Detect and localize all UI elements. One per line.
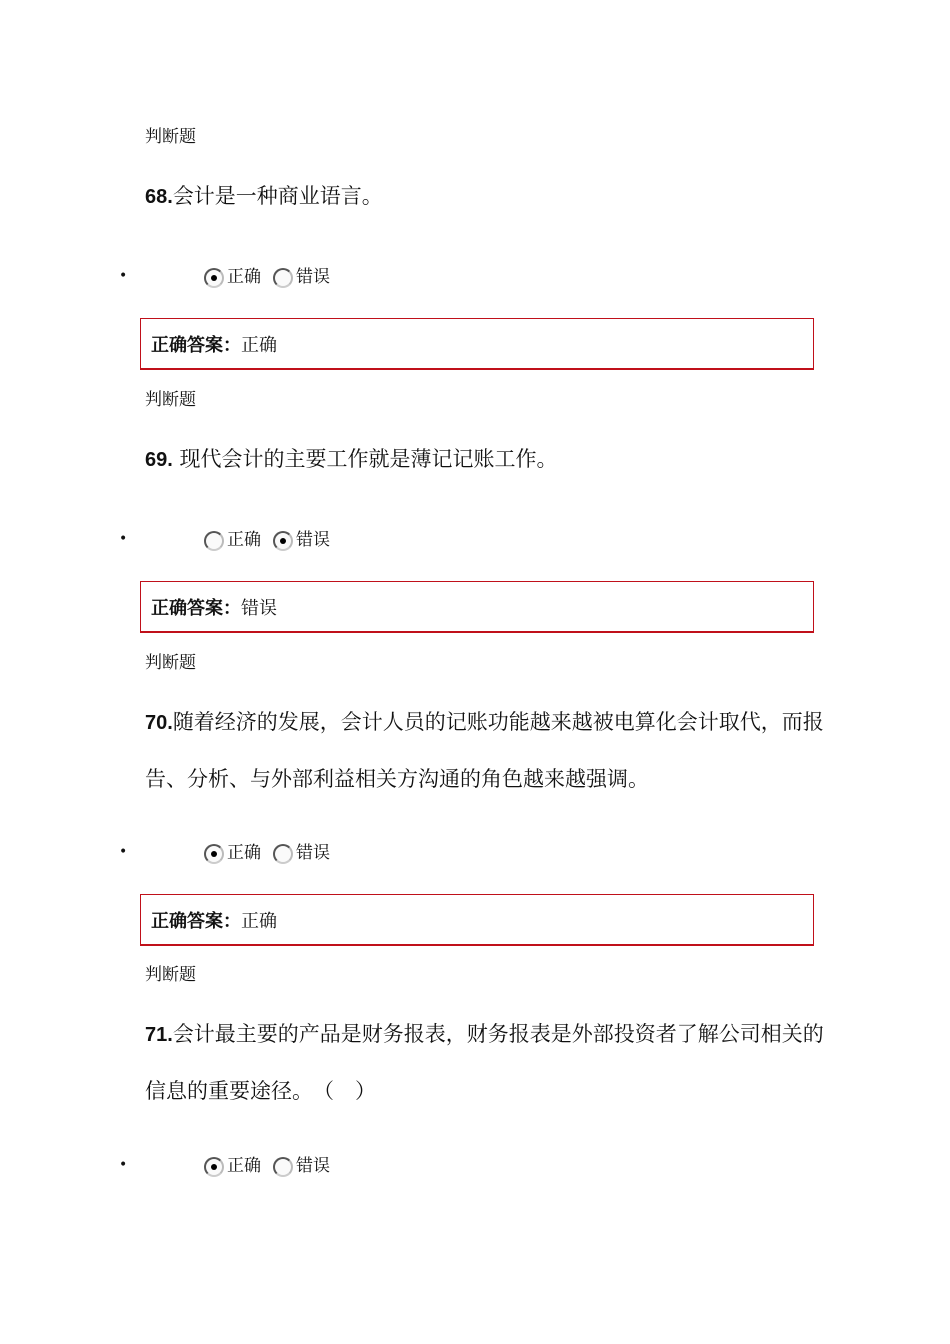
option-false[interactable] xyxy=(273,1151,330,1176)
answer-options xyxy=(204,838,342,863)
option-true[interactable] xyxy=(204,1151,261,1176)
correct-answer-box xyxy=(140,581,814,633)
bullet-icon: • xyxy=(119,268,128,284)
question-text xyxy=(145,694,825,807)
answer-options xyxy=(204,1151,342,1176)
bullet-icon: • xyxy=(119,531,128,547)
question-text xyxy=(145,1006,825,1119)
option-label: 正确 xyxy=(227,1156,261,1176)
correct-answer-value: 错误 xyxy=(241,597,277,619)
question-number: 68. xyxy=(145,186,173,208)
option-label: 正确 xyxy=(227,267,261,287)
answer-options xyxy=(204,262,342,287)
option-label: 错误 xyxy=(296,843,330,863)
option-true[interactable] xyxy=(204,262,261,287)
question-number: 70. xyxy=(145,712,173,734)
question-type-label: 判断题 xyxy=(145,653,196,673)
option-false[interactable] xyxy=(273,838,330,863)
correct-answer-value: 正确 xyxy=(241,910,277,932)
question-text xyxy=(145,431,825,488)
question-type-label: 判断题 xyxy=(145,127,196,147)
option-label: 错误 xyxy=(296,1156,330,1176)
question-text xyxy=(145,168,825,225)
question-number: 71. xyxy=(145,1024,173,1046)
option-label: 正确 xyxy=(227,530,261,550)
correct-answer-label: 正确答案： xyxy=(151,597,241,619)
question-body: 会计最主要的产品是财务报表，财务报表是外部投资者了解公司相关的信息的重要途径。 （ ） xyxy=(145,1022,824,1103)
option-label: 错误 xyxy=(296,530,330,550)
option-false[interactable] xyxy=(273,262,330,287)
correct-answer-value: 正确 xyxy=(241,334,277,356)
radio-checked-icon[interactable] xyxy=(204,1157,224,1177)
option-true[interactable] xyxy=(204,525,261,550)
option-label: 错误 xyxy=(296,267,330,287)
correct-answer-label: 正确答案： xyxy=(151,334,241,356)
bullet-icon: • xyxy=(119,1157,128,1173)
question-number: 69. xyxy=(145,449,173,471)
option-label: 正确 xyxy=(227,843,261,863)
question-type-label: 判断题 xyxy=(145,390,196,410)
radio-checked-icon[interactable] xyxy=(204,268,224,288)
question-body: 会计是一种商业语言。 xyxy=(172,184,383,208)
option-false[interactable] xyxy=(273,525,330,550)
correct-answer-box xyxy=(140,894,814,946)
correct-answer-box xyxy=(140,318,814,370)
answer-options xyxy=(204,525,342,550)
option-true[interactable] xyxy=(204,838,261,863)
radio-unchecked-icon[interactable] xyxy=(273,844,293,864)
radio-checked-icon[interactable] xyxy=(273,531,293,551)
question-body: 现代会计的主要工作就是薄记记账工作。 xyxy=(172,447,558,471)
radio-unchecked-icon[interactable] xyxy=(273,1157,293,1177)
correct-answer-label: 正确答案： xyxy=(151,910,241,932)
bullet-icon: • xyxy=(119,844,128,860)
question-body: 随着经济的发展，会计人员的记账功能越来越被电算化会计取代，而报告、分析、与外部利益相关方沟通的角色越来越强调。 xyxy=(145,710,824,791)
radio-checked-icon[interactable] xyxy=(204,844,224,864)
question-type-label: 判断题 xyxy=(145,965,196,985)
radio-unchecked-icon[interactable] xyxy=(204,531,224,551)
radio-unchecked-icon[interactable] xyxy=(273,268,293,288)
